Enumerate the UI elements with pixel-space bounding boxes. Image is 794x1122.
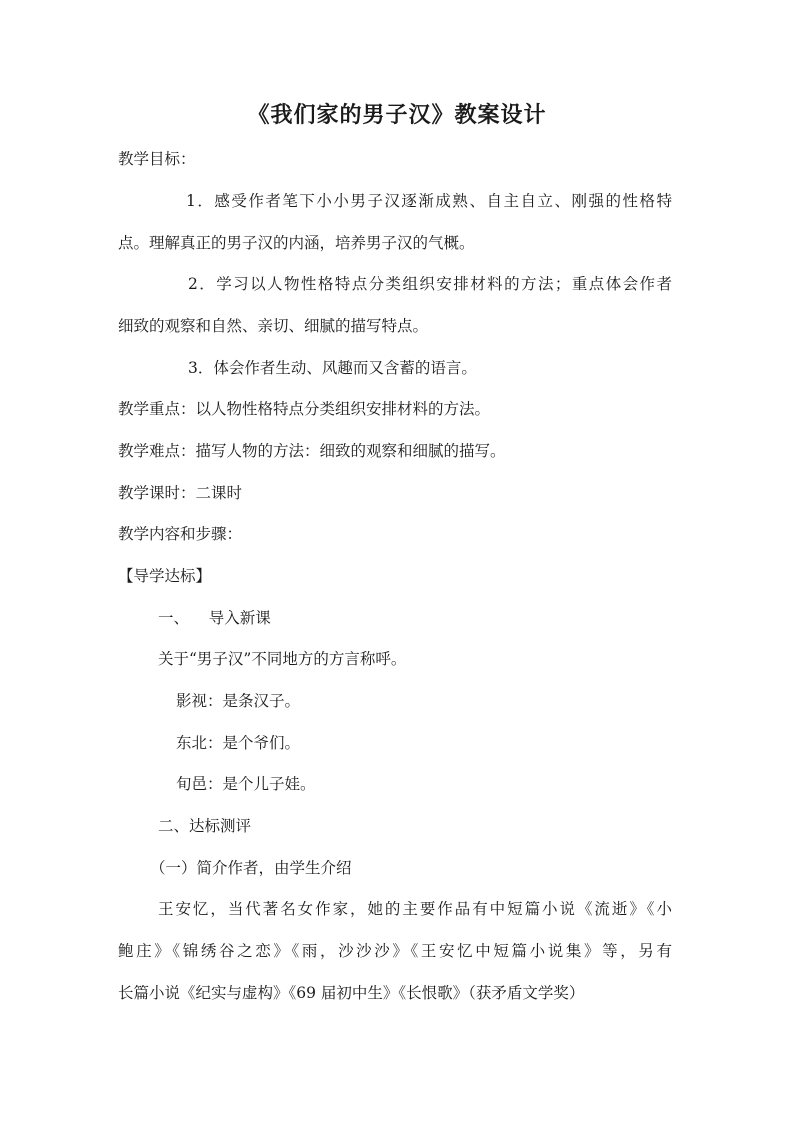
objective-3: 3．体会作者生动、风趣而又含蓄的语言。 — [188, 359, 477, 377]
dialect-item-2: 东北：是个爷们。 — [176, 734, 301, 752]
author-intro-line-2: 鲍庄》《锦绣谷之恋》《雨，沙沙沙》《王安忆中短篇小说集》等，另有 — [118, 942, 672, 960]
dialect-item-1: 影视：是条汉子。 — [176, 692, 301, 710]
step-1-text: 关于“男子汉”不同地方的方言称呼。 — [158, 650, 407, 668]
document-title: 《我们家的男子汉》教案设计 — [247, 103, 547, 128]
dialect-item-3: 旬邑：是个儿子娃。 — [176, 775, 316, 793]
objective-2-line-2: 细致的观察和自然、亲切、细腻的描写特点。 — [118, 317, 429, 335]
teaching-periods: 教学课时：二课时 — [118, 484, 243, 502]
teaching-difficulty: 教学难点：描写人物的方法：细致的观察和细腻的描写。 — [118, 442, 506, 460]
guide-section-heading: 【导学达标】 — [118, 567, 212, 585]
objective-1-line-1: 1．感受作者笔下小小男子汉逐渐成熟、自主自立、刚强的性格特 — [186, 192, 672, 210]
sub-heading-1: （一）简介作者，由学生介绍 — [150, 859, 352, 877]
teaching-content-steps: 教学内容和步骤： — [118, 525, 243, 543]
step-2-heading: 二、达标测评 — [158, 817, 252, 835]
objective-2-line-1: 2．学习以人物性格特点分类组织安排材料的方法；重点体会作者 — [188, 275, 672, 293]
author-intro-line-3: 长篇小说《纪实与虚构》《69 届初中生》《长恨歌》（获矛盾文学奖） — [118, 984, 585, 1002]
author-intro-line-1: 王安忆，当代著名女作家，她的主要作品有中短篇小说《流逝》《小 — [158, 900, 672, 918]
step-1-heading: 一、 导入新课 — [158, 609, 271, 627]
objective-1-line-2: 点。理解真正的男子汉的内涵，培养男子汉的气概。 — [118, 234, 475, 252]
objectives-heading: 教学目标： — [118, 150, 196, 168]
teaching-key-point: 教学重点：以人物性格特点分类组织安排材料的方法。 — [118, 400, 491, 418]
